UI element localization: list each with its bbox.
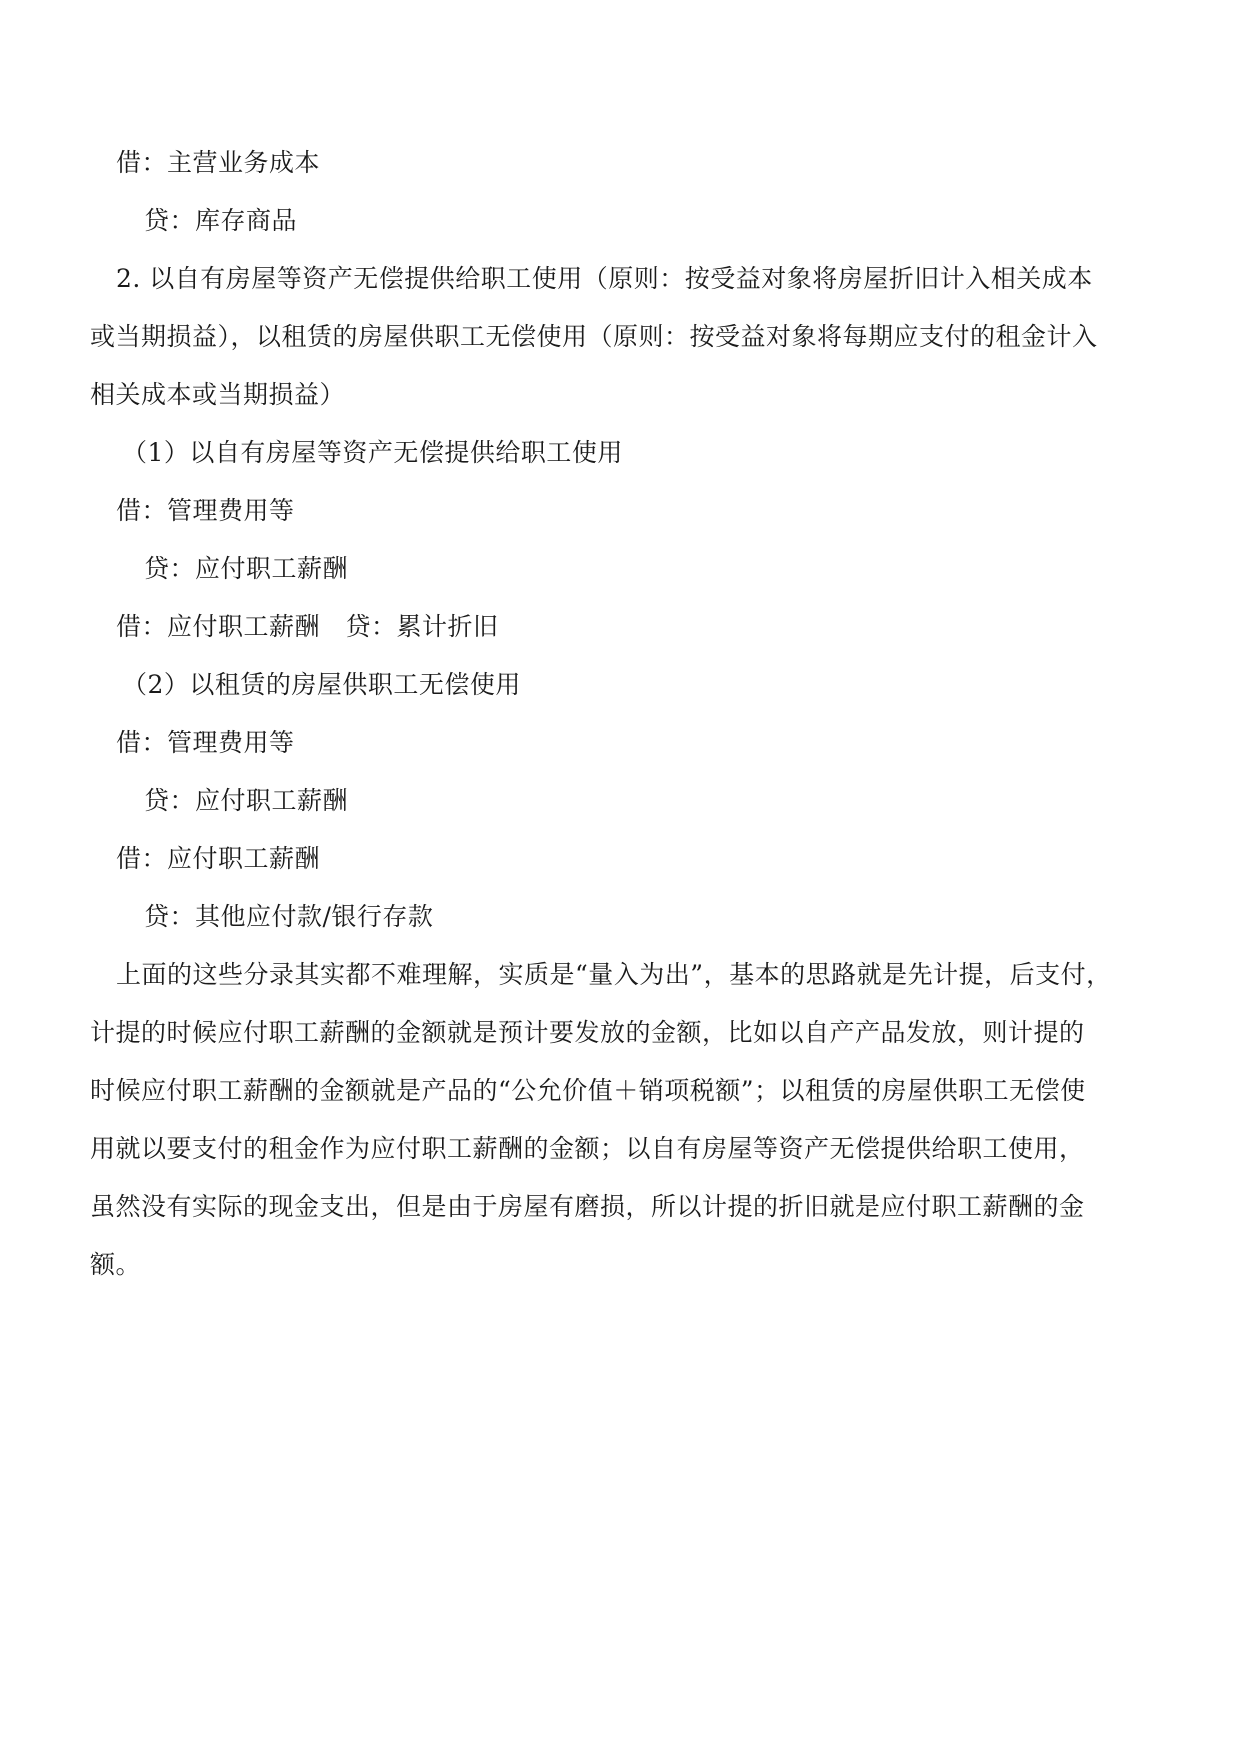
paragraph-line: 虽然没有实际的现金支出，但是由于房屋有磨损，所以计提的折旧就是应付职工薪酬的金 — [90, 1192, 1085, 1221]
paragraph-line: 用就以要支付的租金作为应付职工薪酬的金额；以自有房屋等资产无偿提供给职工使用， — [90, 1134, 1085, 1163]
journal-credit-line: 贷：应付职工薪酬 — [144, 786, 349, 815]
paragraph-line: 额。 — [90, 1250, 142, 1279]
journal-credit-line: 贷：应付职工薪酬 — [144, 554, 349, 583]
journal-debit-line: 借：管理费用等 — [116, 728, 295, 757]
list-item-heading: （2）以租赁的房屋供职工无偿使用 — [122, 670, 521, 699]
paragraph-line: 相关成本或当期损益） — [90, 380, 346, 409]
paragraph-line: 时候应付职工薪酬的金额就是产品的“公允价值＋销项税额”；以租赁的房屋供职工无偿使 — [90, 1076, 1086, 1105]
journal-credit-line: 贷：其他应付款/银行存款 — [144, 902, 434, 931]
journal-debit-line: 借：主营业务成本 — [116, 148, 321, 177]
list-item-heading: （1）以自有房屋等资产无偿提供给职工使用 — [122, 438, 623, 467]
paragraph-line: 计提的时候应付职工薪酬的金额就是预计要发放的金额，比如以自产产品发放，则计提的 — [90, 1018, 1085, 1047]
paragraph-line: 或当期损益），以租赁的房屋供职工无偿使用（原则：按受益对象将每期应支付的租金计入 — [90, 322, 1098, 351]
paragraph-line: 2. 以自有房屋等资产无偿提供给职工使用（原则：按受益对象将房屋折旧计入相关成本 — [116, 264, 1093, 293]
journal-debit-line: 借：管理费用等 — [116, 496, 295, 525]
journal-debit-line: 借：应付职工薪酬 — [116, 844, 321, 873]
paragraph-line: 上面的这些分录其实都不难理解，实质是“量入为出”，基本的思路就是先计提，后支付， — [116, 960, 1112, 989]
journal-credit-line: 贷：库存商品 — [144, 206, 298, 235]
journal-entry-line: 借：应付职工薪酬 贷：累计折旧 — [116, 612, 499, 641]
